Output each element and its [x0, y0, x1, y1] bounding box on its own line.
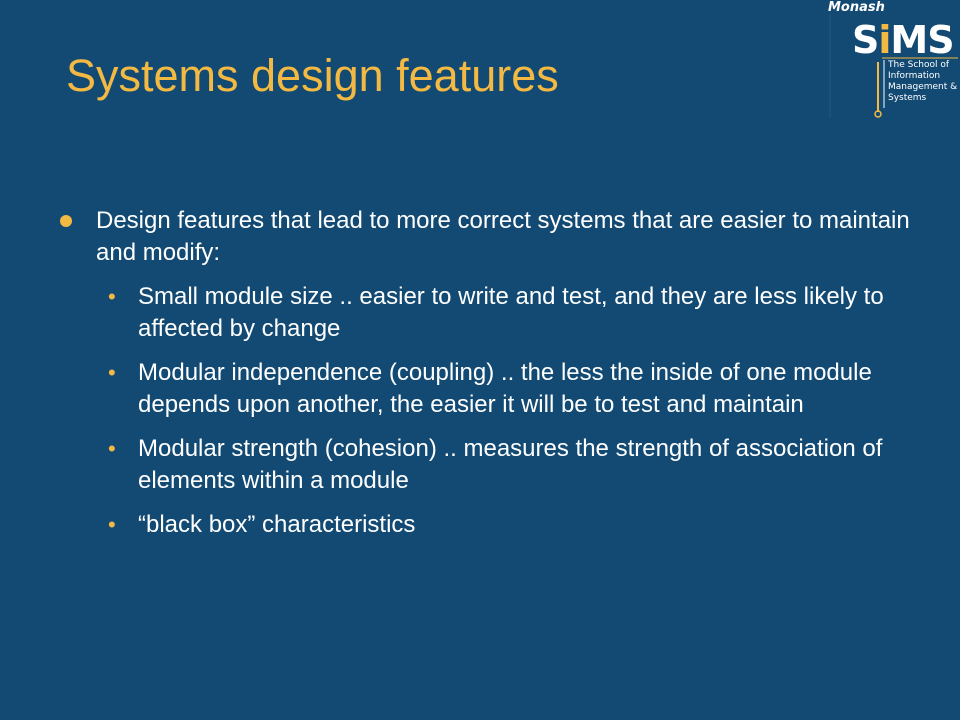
bullet-level-1: Design features that lead to more correct systems that are easier to maintain and modify: [58, 205, 953, 269]
sims-logo [822, 0, 960, 125]
bullet-level-2: • Modular strength (cohesion) .. measures the strength of association of elements within a module [108, 435, 883, 494]
bullet-dot-icon: • [108, 360, 116, 385]
slide-title: Systems design features [66, 50, 559, 101]
logo-tagline: The School of Information Management & Systems [888, 60, 958, 103]
bullet-dot-icon: • [108, 436, 116, 461]
logo-monash-text: Monash [828, 0, 885, 15]
slide-body [58, 205, 953, 553]
logo-sims-text: SiMS [852, 18, 954, 62]
bullet-level-2: • Modular independence (coupling) .. the less the inside of one module depends upon another, the easier it will be to test and maintain [108, 359, 872, 418]
bullet-dot-icon: • [108, 512, 116, 537]
bullet-level-2: • “black box” characteristics [58, 509, 953, 541]
bullet-dot-icon [60, 215, 72, 227]
bullet-level-2: • Small module size .. easier to write and test, and they are less likely to affected by change [108, 283, 884, 342]
bullet-dot-icon: • [108, 284, 116, 309]
